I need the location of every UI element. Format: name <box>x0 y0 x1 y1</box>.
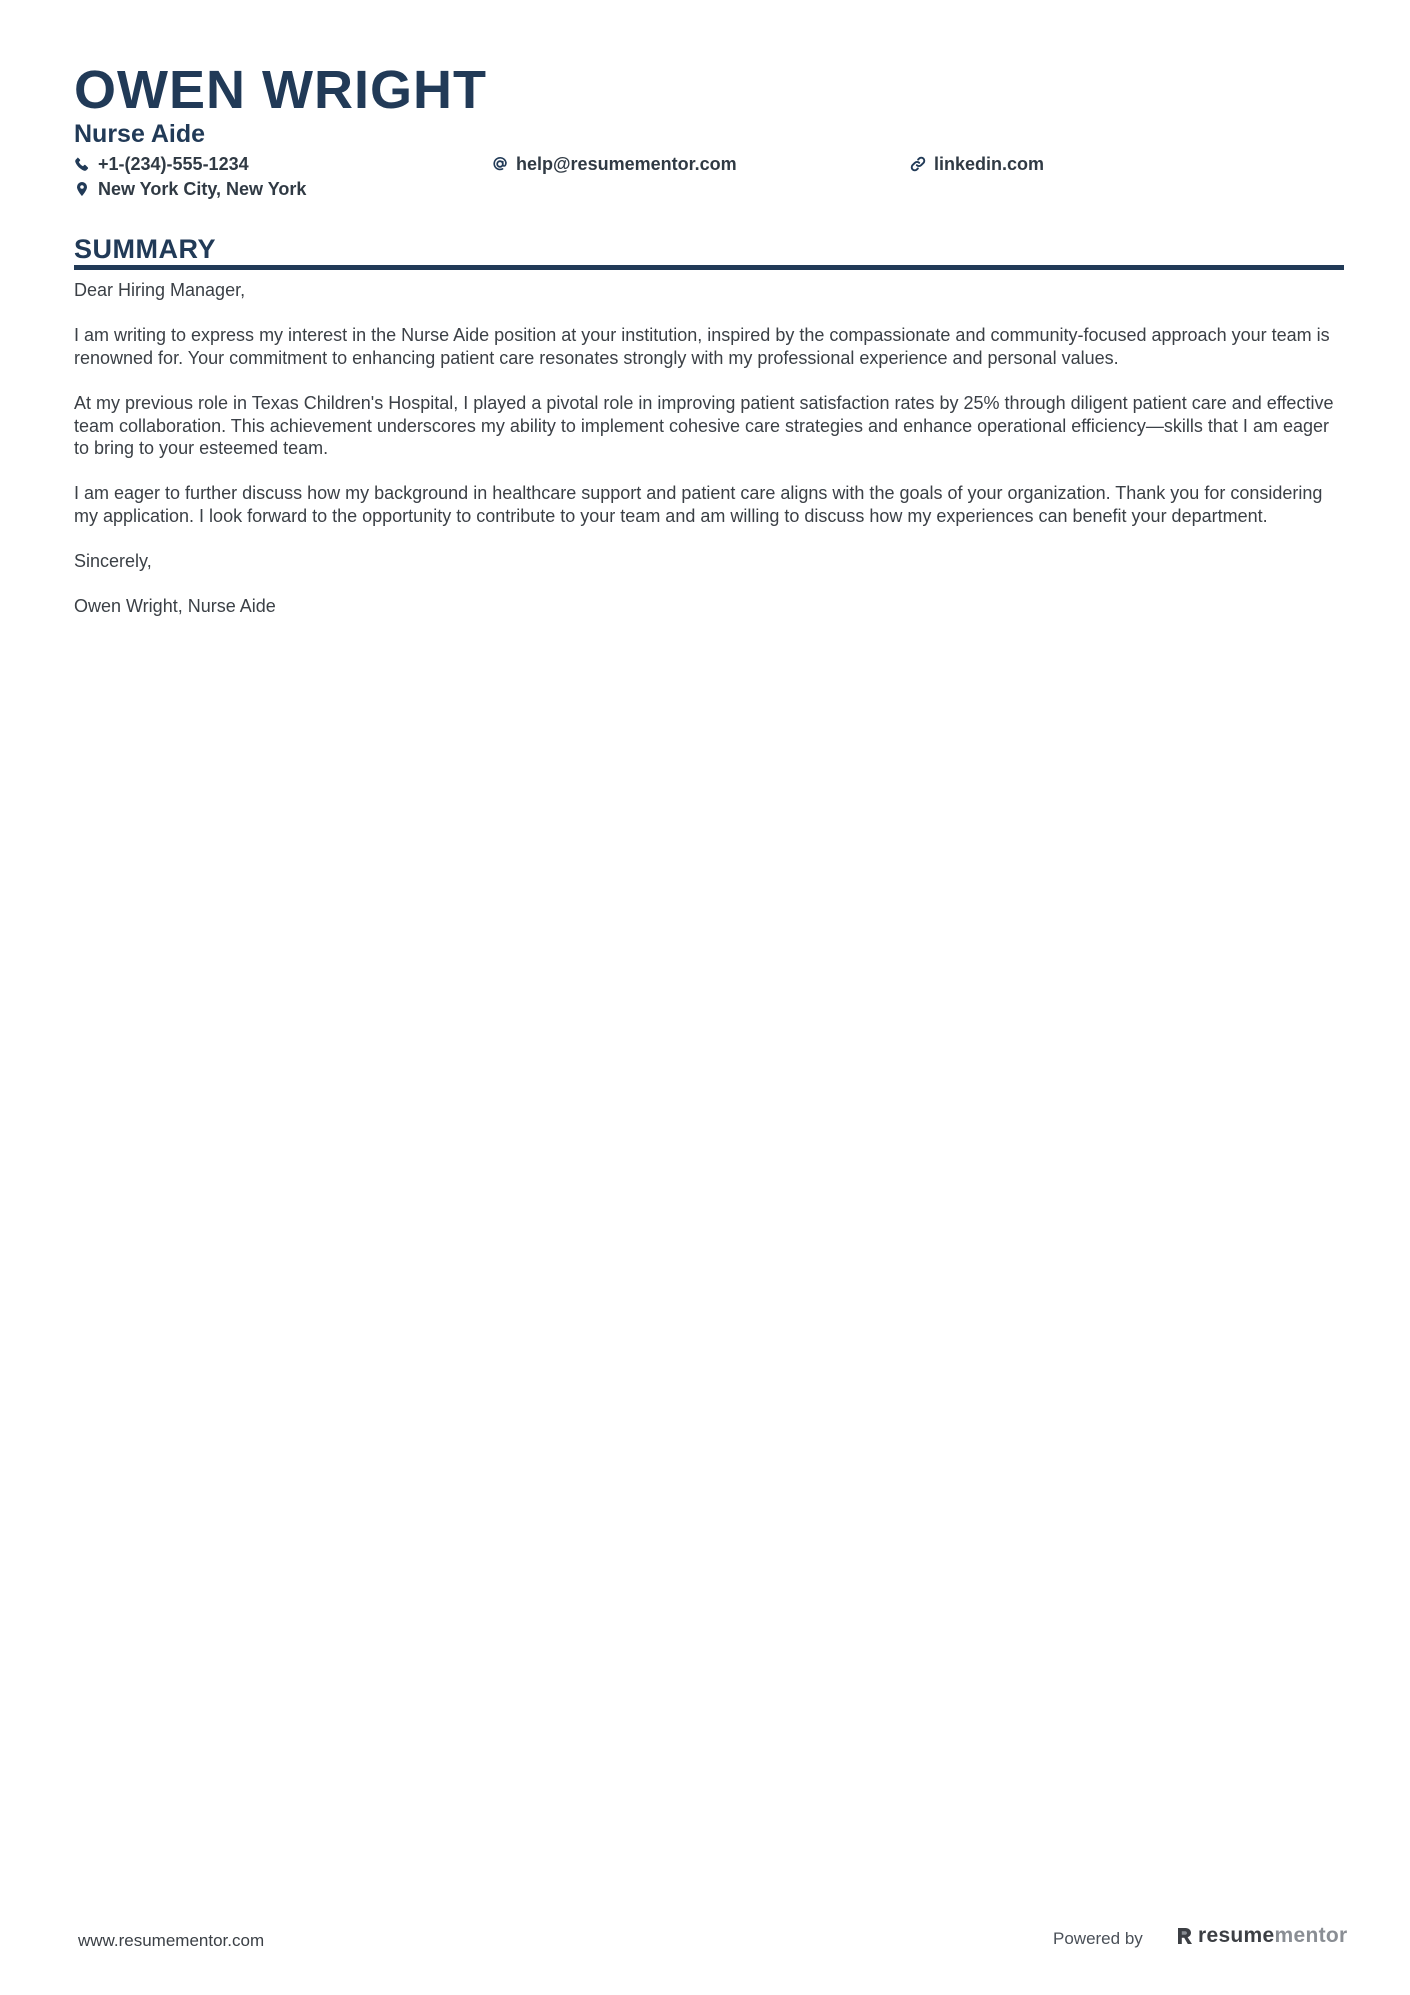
contact-email[interactable] <box>492 153 737 175</box>
brand-name-part2: mentor <box>1274 1924 1348 1947</box>
footer-website-link[interactable]: www.resumementor.com <box>78 1931 265 1950</box>
contact-email-text[interactable]: help@resumementor.com <box>516 154 737 174</box>
location-pin-icon <box>74 181 90 197</box>
letter-paragraph: I am writing to express my interest in the Nurse Aide position at your institution, inspired by the compassionate and community-focused approach your team is renowned for. Your commitment to enhancing patient care resonates strongly with my professional experience and personal values. <box>74 325 1330 368</box>
candidate-role: Nurse Aide <box>74 120 206 148</box>
link-icon <box>910 156 926 172</box>
letter-signature: Owen Wright, Nurse Aide <box>74 596 276 617</box>
contact-phone <box>74 153 249 175</box>
footer-brand-logo[interactable] <box>1176 1924 1348 1948</box>
section-divider <box>74 265 1344 270</box>
contact-linkedin-text[interactable]: linkedin.com <box>934 154 1045 174</box>
letter-paragraph: At my previous role in Texas Children's Hospital, I played a pivotal role in improving patient satisfaction rates by 25% through diligent patient care and effective team collaboration. This achievement underscores my ability to implement cohesive care strategies and enhance operational efficiency—skills that I am eager to bring to your esteemed team. <box>74 392 1334 459</box>
footer-powered-by: Powered by <box>1053 1929 1143 1948</box>
phone-icon <box>74 156 90 172</box>
section-title-summary: SUMMARY <box>74 234 216 264</box>
letter-paragraph: I am eager to further discuss how my background in healthcare support and patient care aligns with the goals of your organization. Thank you for considering my application. I look forward to the opportunity to contribute to your team and am willing to discuss how my experiences can benefit your department. <box>74 483 1323 526</box>
contact-location <box>74 178 306 200</box>
resumementor-logo-icon <box>1176 1926 1194 1946</box>
contact-location-text: New York City, New York <box>98 179 307 199</box>
contact-linkedin[interactable] <box>910 153 1044 175</box>
letter-body <box>74 279 1344 641</box>
letter-greeting: Dear Hiring Manager, <box>74 280 246 300</box>
candidate-name: OWEN WRIGHT <box>74 60 487 120</box>
brand-name-part1: resume <box>1198 1924 1275 1947</box>
at-sign-icon <box>492 156 508 172</box>
contact-phone-text: +1-(234)-555-1234 <box>98 154 249 174</box>
letter-closing: Sincerely, <box>74 551 152 572</box>
